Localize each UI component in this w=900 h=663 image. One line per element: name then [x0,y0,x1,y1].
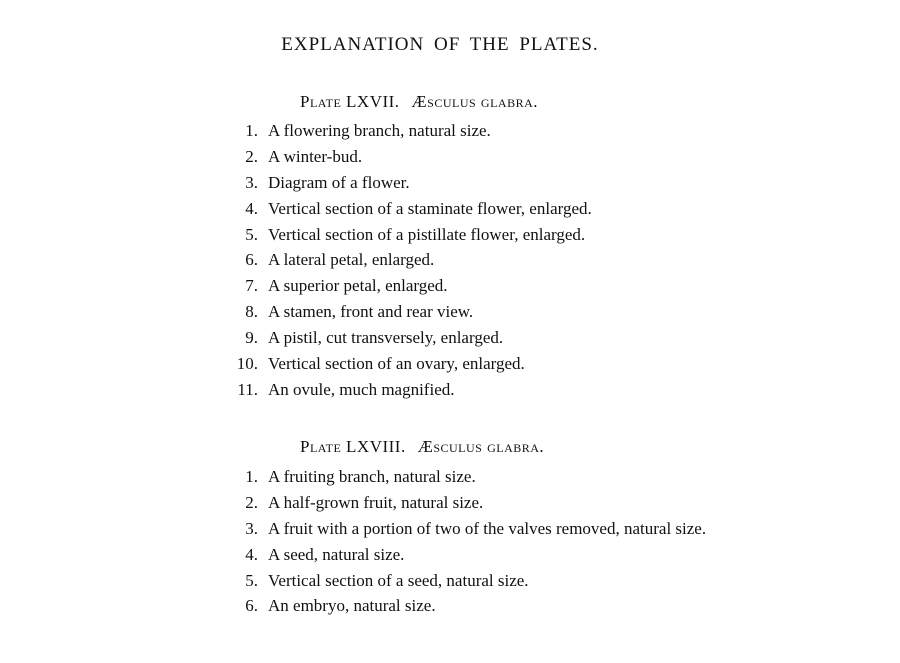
figure-number: 2. [245,146,258,166]
figure-description: A flowering branch, natural size. [268,121,491,140]
list-item [220,118,592,144]
list-item [220,222,592,248]
figure-description: An embryo, natural size. [268,596,436,616]
list-item [220,170,592,196]
list-item [220,351,592,377]
list-item [220,196,592,222]
page-title: EXPLANATION OF THE PLATES. [281,34,599,55]
list-item [220,273,592,299]
figure-description: A fruit with a portion of two of the valves removed, natural size. [268,518,707,538]
figure-number: 11. [237,379,258,399]
plate-number: Plate LXVIII. [300,437,406,456]
figure-number: 8. [245,302,258,322]
figure-number: 1. [245,467,258,486]
figure-description: A winter-bud. [268,146,363,166]
list-item [220,490,706,516]
plate-figure-list [220,464,706,619]
list-item [220,299,592,325]
figure-description: A stamen, front and rear view. [268,302,474,322]
figure-number: 4. [245,544,258,564]
figure-number: 3. [245,172,258,192]
species-name: Æsculus glabra. [417,437,545,456]
list-item [220,144,592,170]
list-item [220,568,706,594]
figure-description: A half-grown fruit, natural size. [268,492,484,512]
list-item [220,377,592,403]
figure-number: 4. [245,198,258,218]
figure-description: A pistil, cut transversely, enlarged. [268,328,504,348]
figure-description: A fruiting branch, natural size. [268,467,476,486]
list-item [220,247,592,273]
figure-description: Vertical section of an ovary, enlarged. [268,354,525,374]
list-item [220,516,706,542]
figure-number: 6. [245,250,258,270]
plate-heading [300,92,538,112]
figure-number: 10. [236,354,258,374]
plate-heading [300,437,544,457]
figure-description: A lateral petal, enlarged. [268,250,435,270]
figure-description: A seed, natural size. [268,544,405,564]
figure-description: Vertical section of a pistillate flower, enlarged. [268,224,586,244]
figure-number: 9. [245,328,258,348]
figure-number: 1. [245,121,258,140]
list-item [220,542,706,568]
species-name: Æsculus glabra. [411,92,539,111]
figure-number: 3. [245,518,258,538]
figure-description: A superior petal, enlarged. [268,276,448,296]
figure-description: Vertical section of a seed, natural size. [268,570,529,590]
figure-number: 6. [245,596,258,616]
list-item [220,325,592,351]
plate-figure-list [220,118,592,403]
figure-number: 5. [245,570,258,590]
plate-number: Plate LXVII. [300,92,400,111]
figure-number: 7. [245,276,258,296]
list-item [220,593,706,619]
list-item [220,464,706,490]
figure-description: Vertical section of a staminate flower, enlarged. [268,198,592,218]
figure-description: An ovule, much magnified. [268,379,455,399]
figure-description: Diagram of a flower. [268,172,410,192]
figure-number: 5. [245,224,258,244]
figure-number: 2. [245,492,258,512]
